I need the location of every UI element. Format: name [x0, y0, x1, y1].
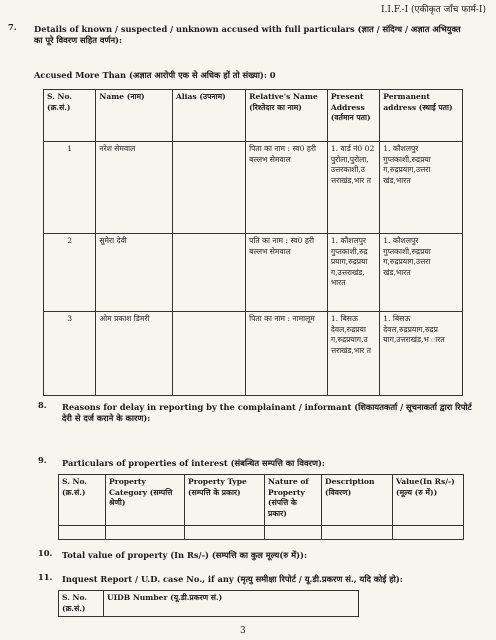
row-relative: पिता का नाम : नामालूम [246, 312, 328, 396]
accused-more-than: Accused More Than (अज्ञात आरोपी एक से अधिक हों तो संख्या): 0 [34, 70, 276, 80]
col-relative: Relative's Name (रिश्तेदार का नाम) [246, 90, 328, 142]
section-11-number: 11. [38, 572, 53, 582]
section-7-title [34, 24, 484, 46]
col-permanent-address: Permanent address (स्थाई पता) [380, 90, 463, 142]
empty-cell [322, 526, 393, 540]
row-permanent-address: 1. कौशलपुर गुप्तकाशी,रुद्रप्रया ग,रुद्रप्रयाग,उत्तरा खंड,भारत [380, 142, 463, 234]
row-relative: पिता का नाम : स्व0 हरी बल्लभ सेमवाल [246, 142, 328, 234]
property-table [58, 474, 464, 540]
property-header-row [59, 475, 464, 526]
empty-cell [106, 526, 185, 540]
col-nature-of-property: Nature of Property (संपत्ति के प्रकार) [265, 475, 322, 526]
section-10-title: Total value of property (In Rs/-) (सम्पत्ति का कुल मूल्य(रु में)): [62, 550, 308, 560]
section-9-title: Particulars of properties of interest (संबन्धित सम्पत्ति का विवरण): [62, 458, 325, 468]
page-number: 3 [240, 626, 246, 636]
row-name: ओम प्रकाश डिमरी [96, 312, 172, 396]
col-uidb-number: UIDB Number (यू.डी.प्रकरण सं.) [104, 591, 359, 617]
section-9-number: 9. [38, 455, 47, 465]
row-relative: पति का नाम : स्व0 हरी बल्लभ सेमवाल [246, 234, 328, 312]
section-8-line1: Reasons for delay in reporting by the complainant / informant (शिकायतकर्ता / सूचनाकर्ता द्वारा रिपोर्ट [62, 402, 472, 412]
col-present-address: Present Address (वर्तमान पता) [327, 90, 379, 142]
accused-header-row [44, 90, 463, 142]
col-description: Description (विवरण) [322, 475, 393, 526]
section-8-title [62, 402, 487, 424]
col-value: Value(In Rs/-) (मूल्य (रु में)) [393, 475, 464, 526]
col-alias: Alias (उपनाम) [172, 90, 245, 142]
col-sno: S. No. (क्र.सं.) [59, 475, 106, 526]
row-alias [172, 312, 245, 396]
col-property-type: Property Type (सम्पत्ति के प्रकार) [185, 475, 265, 526]
section-10-number: 10. [38, 548, 53, 558]
row-permanent-address: 1. कौशलपुर गुप्तकाशी,रुद्रप्रया ग,रुद्रप्रयाग,उत्तरा खंड,भारत [380, 234, 463, 312]
row-sno: 1 [44, 142, 96, 234]
row-present-address: 1. कौशलपुर गुप्तकाशी,रुद्र प्रयाग,रुद्रप्रया ग,उत्तराखंड, भारत [327, 234, 379, 312]
empty-cell [265, 526, 322, 540]
form-header: I.I.F.-I (एकीकृत जाँच फार्म-I) [381, 5, 486, 15]
empty-cell [59, 526, 106, 540]
inquest-header-row [59, 591, 359, 617]
col-sno: S. No. (क्र.सं.) [44, 90, 96, 142]
empty-cell [393, 526, 464, 540]
section-8-line2: देरी से दर्ज कराने के कारण): [62, 413, 151, 423]
section-7-line1: Details of known / suspected / unknown accused with full particulars (ज्ञात / संदिग्ध / अज्ञात अभियुक्त [34, 24, 461, 34]
section-8-number: 8. [38, 400, 47, 410]
table-row [44, 234, 463, 312]
col-property-category: Property Category (सम्पत्ति श्रेणी) [106, 475, 185, 526]
table-row [44, 142, 463, 234]
row-sno: 3 [44, 312, 96, 396]
row-name: नरेश सेमवाल [96, 142, 172, 234]
row-alias [172, 234, 245, 312]
inquest-table [58, 590, 359, 617]
col-sno: S. No. (क्र.सं.) [59, 591, 104, 617]
row-permanent-address: 1. बिसऊ देवल,रुद्रप्रयाग,रुद्रप्र याग,उत्तराखंड,भ ारत [380, 312, 463, 396]
section-11-title: Inquest Report / U.D. case No., if any (मृत्यु समीक्षा रिपोर्ट / यू.डी.प्रकरण सं., यदि कोई हो): [62, 574, 403, 584]
section-7-line2: का पूरे विवरण सहित वर्णन): [34, 35, 123, 45]
section-7-number: 7. [8, 22, 17, 32]
row-sno: 2 [44, 234, 96, 312]
col-name: Name (नाम) [96, 90, 172, 142]
empty-cell [185, 526, 265, 540]
row-alias [172, 142, 245, 234]
row-name: सुमेरा देवी [96, 234, 172, 312]
table-row [44, 312, 463, 396]
row-present-address: 1. बिसऊ देवल,रुद्रप्रया ग,रुद्रप्रयाग,उ त्तराखंड,भार त [327, 312, 379, 396]
table-row [59, 526, 464, 540]
row-present-address: 1. वार्ड नं0 02 पुरोला,पुरोला, उत्तरकाशी,उ त्तराखंड,भार त [327, 142, 379, 234]
accused-table [43, 89, 463, 396]
